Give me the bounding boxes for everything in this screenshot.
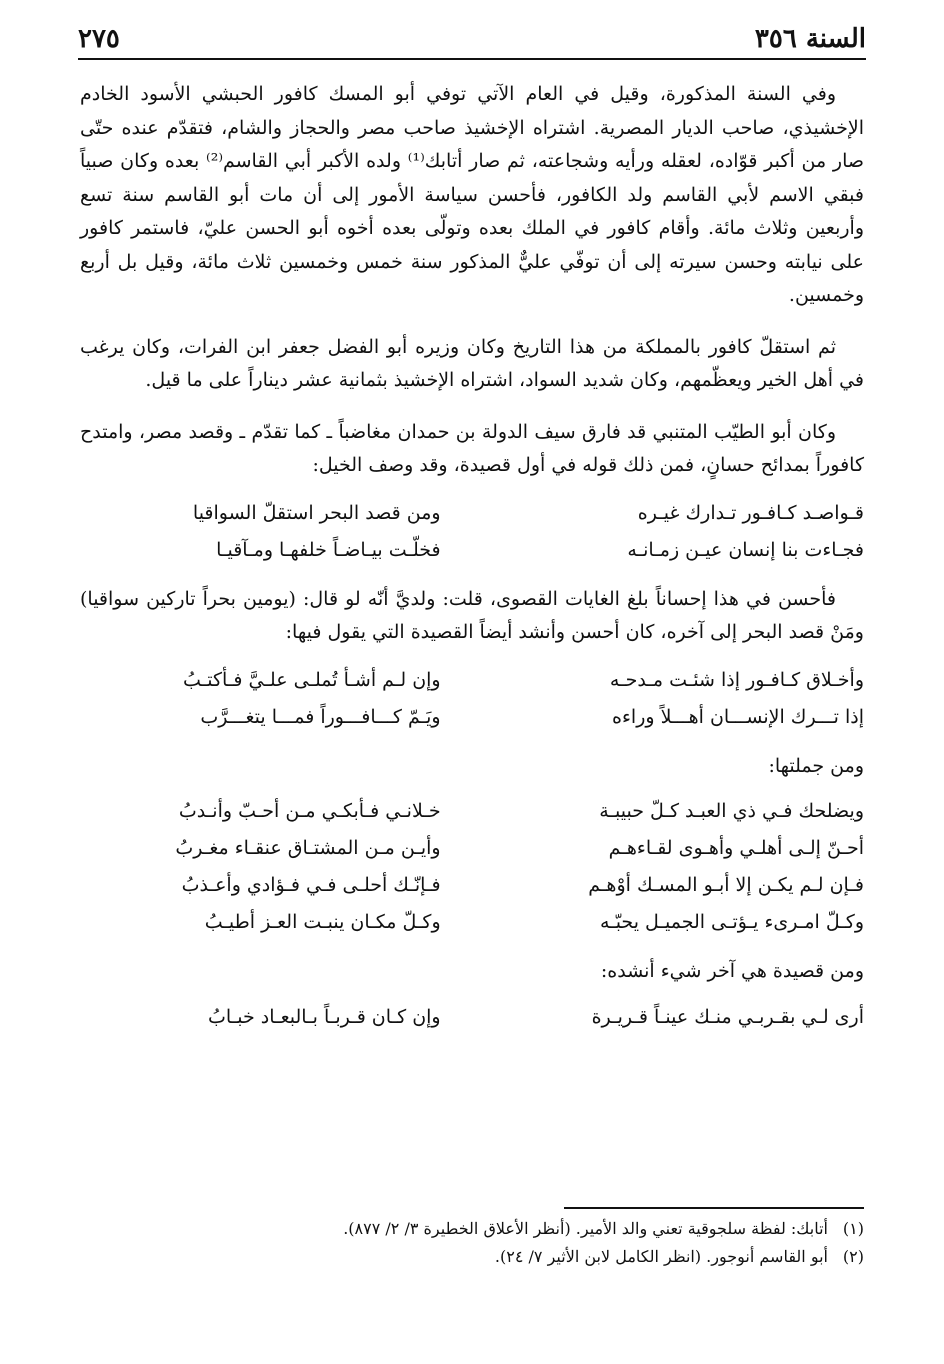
verse-line: [80, 830, 864, 867]
verse-second-hemistich: وإن لـم أشـأ تُملـى علـيَّ فـأكتـبُ: [183, 668, 441, 691]
running-header: [78, 14, 866, 60]
header-title: السنة ٣٥٦: [754, 24, 866, 54]
verse-second-hemistich: فخلّـت بيـاضـاً خلفهـا ومـآقيـا: [216, 538, 441, 561]
poem-block-2: [80, 662, 864, 736]
poem-block-3: [80, 793, 864, 941]
verse-second-hemistich: ومن قصد البحر استقلّ السواقيا: [192, 501, 441, 524]
poem-intro-last-poem: ومن قصيدة هي آخر شيء أنشده:: [600, 960, 864, 982]
footnote-text: أبو القاسم أنوجور. (انظر الكامل لابن الأثير ٧/ ٢٤).: [494, 1247, 828, 1266]
verse-first-hemistich: إذا تـــرك الإنســـان أهـــلاً وراءه: [612, 705, 864, 728]
poem-intro-from-it: ومن جملتها:: [768, 754, 864, 777]
verse-first-hemistich: وكـلّ امـرىء يـؤتـى الجميـل يحبّـه: [599, 911, 864, 933]
verse-line: [80, 999, 864, 1036]
footnote-number: (٢): [842, 1247, 864, 1266]
paragraph-mutanabbi: وكان أبو الطيّب المتنبي قد فارق سيف الدولة بن حمدان مغاضباً ـ كما تقدّم ـ وقصد مصر، وامتدح كافوراً بمدائح حسانٍ، فمن ذلك قوله في أول قصيدة، وقد وصف الخيل:: [80, 420, 864, 476]
poem-block-1: [80, 495, 864, 569]
page-number: ٢٧٥: [78, 24, 120, 54]
verse-first-hemistich: أرى لـي بقـربـي منـك عينـاً قـريـرة: [591, 1005, 864, 1028]
verse-second-hemistich: وكـلّ مكـان ينبـت العـز أطيـبُ: [204, 911, 441, 933]
main-text: [80, 78, 864, 1050]
verse-line: [80, 867, 864, 904]
verse-second-hemistich: ويَـمّ كـــافـــوراً فمـــا يتغـــرَّب: [200, 705, 441, 728]
verse-first-hemistich: أحـنّ إلـى أهلـي وأهـوى لقـاءهـم: [608, 837, 864, 859]
verse-first-hemistich: وأخـلاق كـافـور إذا شئـت مـدحـه: [609, 668, 864, 691]
footnote-number: (١): [842, 1219, 864, 1238]
verse-second-hemistich: فـإنّـك أحلـى فـي فـؤادي وأعـذبُ: [181, 874, 441, 896]
verse-second-hemistich: وإن كـان قـربـاً بـالبعـاد خبـابُ: [208, 1005, 441, 1028]
verse-line: [80, 495, 864, 532]
footnote-divider: [564, 1207, 864, 1209]
poem-block-4: [80, 999, 864, 1036]
verse-first-hemistich: فجـاءت بنا إنسان عيـن زمـانـه: [627, 538, 864, 561]
footnote-text: أتابك: لفظة سلجوقية تعني والد الأمير. (أنظر الأعلاق الخطيرة ٣/ ٢/ ٨٧٧).: [343, 1219, 828, 1238]
footnotes: [80, 1207, 864, 1271]
verse-second-hemistich: وأيـن مـن المشتـاق عنقـاء مغـربُ: [175, 837, 441, 859]
verse-line: [80, 662, 864, 699]
footnote-item: [80, 1243, 864, 1271]
paragraph-kafur-death: وفي السنة المذكورة، وقيل في العام الآتي توفي أبو المسك كافور الحبشي الأسود الخادم الإخشيذي، صاحب الديار المصرية. اشتراه الإخشيذ صاحب مصر والحجاز والشام، فتقدّم عنده حتّى صار من أكبر قوّاده، لعقله ورأيه وشجاعته، ثم صار أتابك⁽¹⁾ ولده الأكبر أبي القاسم⁽²⁾ بعده وكان صبياً فبقي الاسم لأبي القاسم ولد الكافور، فأحسن سياسة الأمور إلى أن مات أبو القاسم سنة تسع وأربعين وثلاث مائة. وأقام كافور في الملك بعده وتولّى بعده أخوه أبو الحسن عليّ، فاستمر كافور على نيابته وحسن سيرته إلى أن توفّي عليٌّ المذكور سنة خمس وخمسين ثلاث مائة، وقيل بل أربع وخمسين.: [80, 83, 864, 306]
verse-line: [80, 699, 864, 736]
verse-line: [80, 793, 864, 830]
verse-first-hemistich: قـواصـد كـافـور تـدارك غيـره: [637, 501, 864, 524]
paragraph-commentary: فأحسن في هذا إحساناً بلغ الغايات القصوى، قلت: ولديَّ أنّه لو قال: (يومين بحراً تاركين سواقيا) ومَنْ قصد البحر إلى آخره، كان أحسن وأنشد أيضاً القصيدة التي يقول فيها:: [80, 587, 864, 643]
verse-first-hemistich: ويضلحك فـي ذي العبـد كـلّ حبيبـة: [599, 800, 864, 822]
verse-first-hemistich: فـإن لـم يكـن إلا أبـو المسـك أوْهـم: [588, 874, 864, 896]
verse-line: [80, 532, 864, 569]
paragraph-kafur-rule: ثم استقلّ كافور بالمملكة من هذا التاريخ وكان وزيره أبو الفضل جعفر ابن الفرات، وكان يرغب في أهل الخير ويعظّمهم، وكان شديد السواد، اشتراه الإخشيذ بثمانية عشر ديناراً على ما قيل.: [80, 335, 864, 391]
verse-line: [80, 904, 864, 941]
verse-second-hemistich: خـلانـي فـأبكـي مـن أحـبّ وأنـدبُ: [178, 800, 441, 822]
footnote-item: [80, 1215, 864, 1243]
